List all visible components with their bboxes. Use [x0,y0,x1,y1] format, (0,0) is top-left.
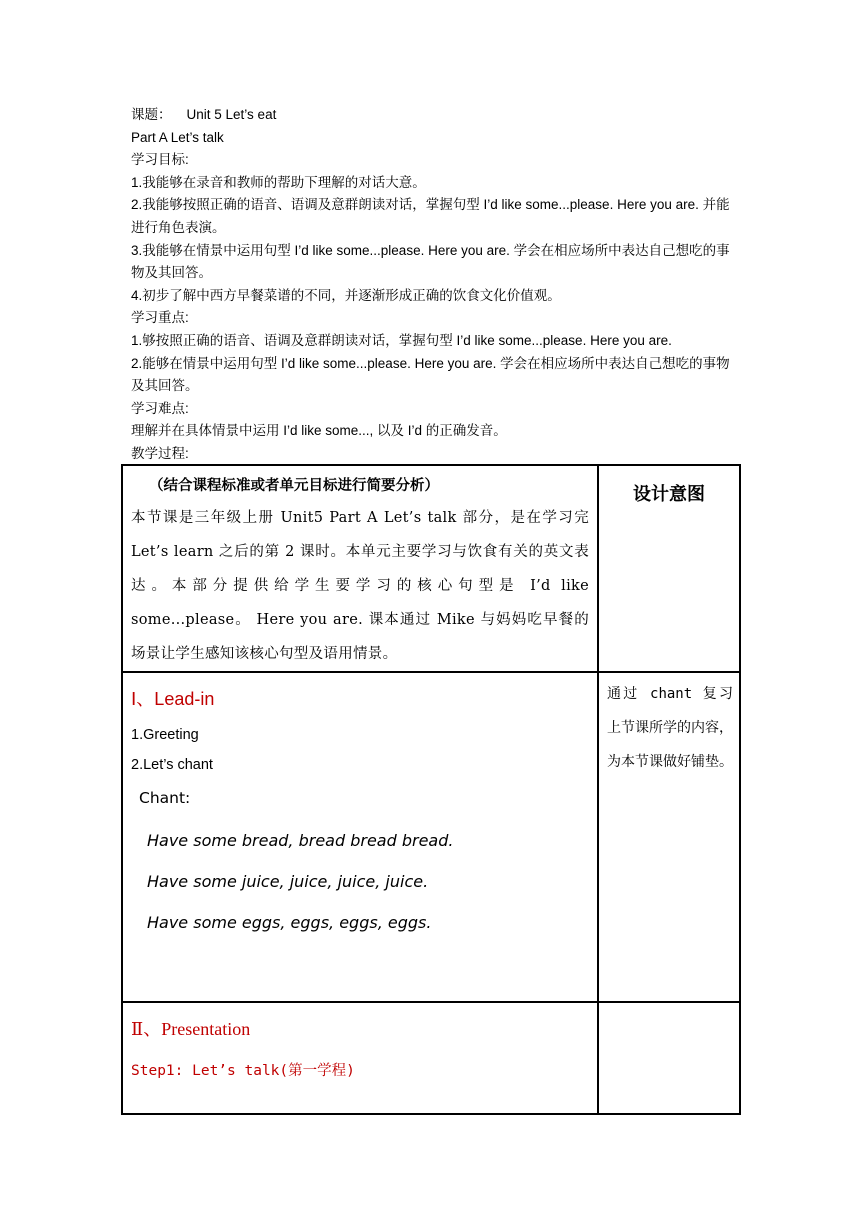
key-point-item: 2.能够在情景中运用句型 I’d like some...please. Here you are. 学会在相应场所中表达自己想吃的事物及其回答。 [131,355,730,394]
key-point-item: 1.够按照正确的语音、语调及意群朗读对话，掌握句型 I’d like some...please. Here you are. [131,332,672,348]
key-points-label: 学习重点: [131,310,189,326]
difficulties-label: 学习难点: [131,400,189,416]
leadin-title: Ⅰ、Lead-in [131,689,215,709]
topic-line [131,104,741,127]
leadin-intent-note: 通过 chant 复习上节课所学的内容，为本节课做好铺垫。 [607,686,733,770]
process-label: 教学过程: [131,445,189,461]
presentation-cell [122,1002,598,1114]
presentation-row [122,1002,740,1114]
chant-line: Have some bread, bread bread bread. [147,831,454,850]
objective-item: 1.我能够在录音和教师的帮助下理解的对话大意。 [131,174,426,190]
difficulties-text: 理解并在具体情景中运用 I’d like some..., 以及 I’d 的正确发音。 [131,423,507,439]
presentation-note-cell [598,1002,740,1114]
analysis-cell [122,465,598,672]
objective-item: 3.我能够在情景中运用句型 I’d like some...please. Here you are. 学会在相应场所中表达自己想吃的事物及其回答。 [131,242,730,281]
analysis-text: 本节课是三年级上册 Unit5 Part A Let’s talk 部分，是在学习完 Let’s learn 之后的第 2 课时。本单元主要学习与饮食有关的英文表达。本部分提供给学生要学习的核心句型是 I’d like some...please。 Here you are. 课本通过 Mike 与妈妈吃早餐的场景让学生感知该核心句型及语用情景。 [131,510,589,662]
intent-heading-cell [598,465,740,672]
presentation-step: Step1: Let’s talk(第一学程) [131,1063,355,1079]
leadin-row [122,672,740,1002]
topic-title: Unit 5 Let’s eat [186,107,277,122]
chant-line: Have some eggs, eggs, eggs, eggs. [147,913,432,932]
part-title: Part A Let’s talk [131,129,224,145]
topic-label: 课题： [131,107,172,122]
leadin-cell [122,672,598,1002]
leadin-note-cell [598,672,740,1002]
design-intent-heading: 设计意图 [633,484,705,505]
objective-item: 4.初步了解中西方早餐菜谱的不同，并逐渐形成正确的饮食文化价值观。 [131,287,561,303]
objective-item: 2.我能够按照正确的语音、语调及意群朗读对话，掌握句型 I’d like some...please. Here you are. 并能进行角色表演。 [131,197,730,235]
lesson-plan-table [121,464,741,1115]
analysis-heading: （结合课程标准或者单元目标进行简要分析） [149,478,439,494]
analysis-row [122,465,740,672]
leadin-item: 1.Greeting [131,727,199,743]
chant-label: Chant: [139,789,191,807]
objectives-label: 学习目标: [131,152,189,168]
leadin-item: 2.Let’s chant [131,757,213,773]
presentation-title: Ⅱ、Presentation [131,1019,251,1039]
lesson-intro [131,104,741,466]
chant-line: Have some juice, juice, juice, juice. [147,872,429,891]
